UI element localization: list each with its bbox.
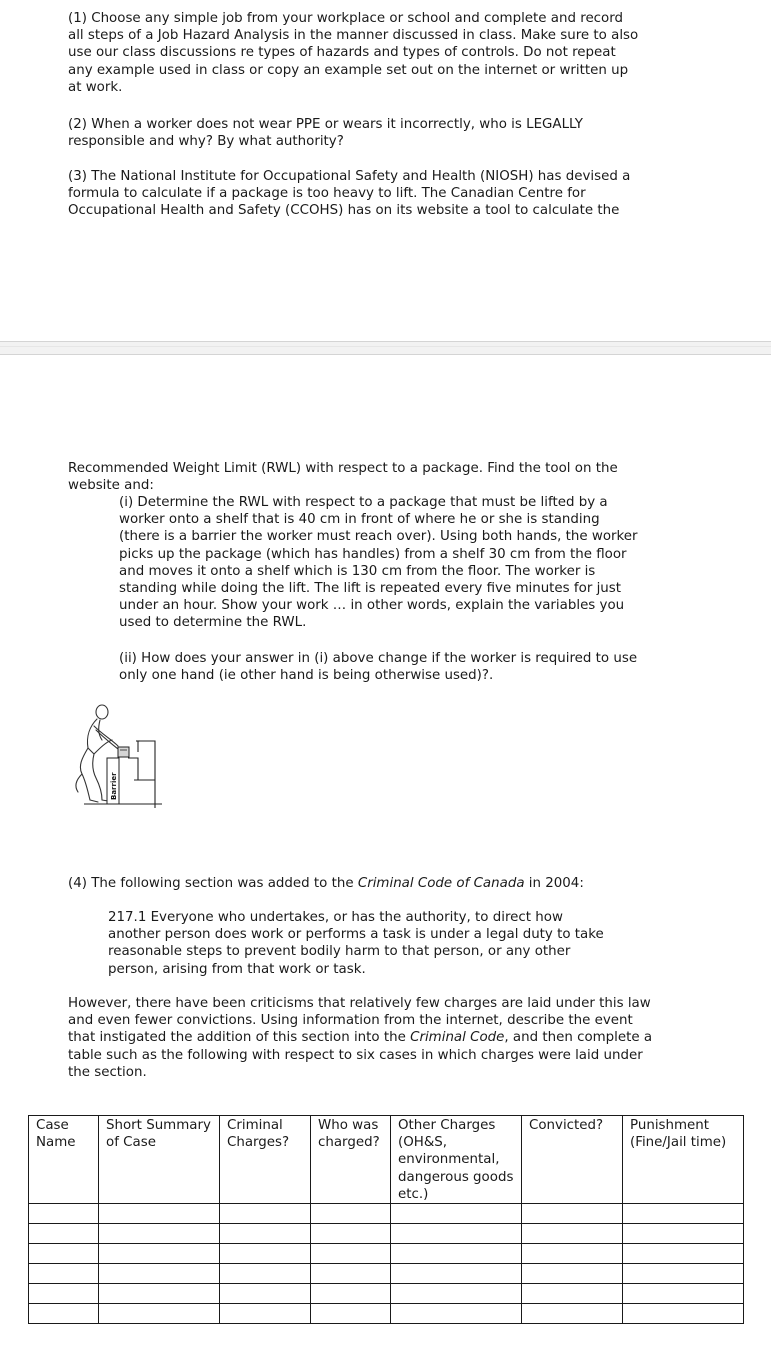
- q3-part-i-line: under an hour. Show your work … in other words, explain the variables you: [119, 598, 625, 614]
- q1-line: at work.: [68, 79, 123, 95]
- package-box: [118, 747, 129, 757]
- q2-line: responsible and why? By what authority?: [68, 134, 344, 150]
- table-cell[interactable]: [391, 1284, 522, 1304]
- quote-line: 217.1 Everyone who undertakes, or has the authority, to direct how: [108, 910, 563, 925]
- table-cell[interactable]: [391, 1204, 522, 1224]
- table-cell[interactable]: [522, 1264, 623, 1284]
- table-cell[interactable]: [623, 1264, 744, 1284]
- header-criminal-charges: Criminal Charges?: [220, 1116, 311, 1204]
- quote-line: another person does work or performs a task is under a legal duty to take: [108, 927, 604, 943]
- table-cell[interactable]: [522, 1224, 623, 1244]
- question-4-intro: [68, 875, 584, 892]
- table-cell[interactable]: [391, 1224, 522, 1244]
- q2-line: (2) When a worker does not wear PPE or wears it incorrectly, who is LEGALLY: [68, 117, 583, 132]
- q1-line: (1) Choose any simple job from your workplace or school and complete and record: [68, 11, 624, 26]
- q4-para-line: the section.: [68, 1064, 147, 1080]
- q3-part-i-line: worker onto a shelf that is 40 cm in front of where he or she is standing: [119, 512, 600, 528]
- table-cell[interactable]: [623, 1244, 744, 1264]
- criminal-code-quote: [108, 909, 604, 978]
- table-cell[interactable]: [99, 1264, 220, 1284]
- table-cell[interactable]: [29, 1244, 99, 1264]
- table-cell[interactable]: [311, 1264, 391, 1284]
- table-body: [29, 1204, 744, 1324]
- q4-para-line: and even fewer convictions. Using information from the internet, describe the event: [68, 1013, 633, 1029]
- q3-part-i-line: and moves it onto a shelf which is 130 cm from the floor. The worker is: [119, 563, 596, 579]
- table-cell[interactable]: [623, 1304, 744, 1324]
- table-cell[interactable]: [29, 1204, 99, 1224]
- table-cell[interactable]: [391, 1264, 522, 1284]
- table-cell[interactable]: [311, 1284, 391, 1304]
- table-cell[interactable]: [99, 1244, 220, 1264]
- lifting-figure-svg: [62, 700, 164, 808]
- q3-continued-line: website and:: [68, 478, 154, 494]
- q4-para-line-3: [68, 1029, 652, 1046]
- q4-para-line: table such as the following with respect to six cases in which charges were laid under: [68, 1047, 643, 1063]
- table-cell[interactable]: [623, 1224, 744, 1244]
- table-cell[interactable]: [29, 1304, 99, 1324]
- q3-line: formula to calculate if a package is too heavy to lift. The Canadian Centre for: [68, 186, 586, 202]
- table-cell[interactable]: [29, 1284, 99, 1304]
- header-punishment: Punishment (Fine/Jail time): [623, 1116, 744, 1204]
- q4-para-line: However, there have been criticisms that relatively few charges are laid under this law: [68, 996, 651, 1011]
- header-case-name: Case Name: [29, 1116, 99, 1204]
- lower-shelf: [128, 758, 138, 780]
- q3-part-ii-line: (ii) How does your answer in (i) above change if the worker is required to use: [119, 651, 638, 666]
- question-4-paragraph: [68, 995, 652, 1081]
- table-cell[interactable]: [29, 1224, 99, 1244]
- table-cell[interactable]: [220, 1244, 311, 1264]
- q4-para-text-end: , and then complete a: [504, 1030, 653, 1046]
- table-row: [29, 1204, 744, 1224]
- table-row: [29, 1264, 744, 1284]
- table-cell[interactable]: [522, 1244, 623, 1264]
- table-cell[interactable]: [220, 1264, 311, 1284]
- lifting-worker-illustration: [62, 700, 164, 808]
- table-cell[interactable]: [623, 1284, 744, 1304]
- q4-intro-text-end: in 2004:: [524, 876, 584, 891]
- table-row: [29, 1224, 744, 1244]
- table-cell[interactable]: [623, 1204, 744, 1224]
- table-cell[interactable]: [522, 1304, 623, 1324]
- table-header-row: [29, 1116, 744, 1204]
- quote-line: reasonable steps to prevent bodily harm to that person, or any other: [108, 944, 571, 960]
- q3-part-i-line: (there is a barrier the worker must reach over). Using both hands, the worker: [119, 529, 638, 545]
- table-cell[interactable]: [220, 1224, 311, 1244]
- q3-line: (3) The National Institute for Occupational Safety and Health (NIOSH) has devised a: [68, 169, 631, 184]
- table-cell[interactable]: [220, 1204, 311, 1224]
- header-other-charges: Other Charges (OH&S, environmental, dangerous goods etc.): [391, 1116, 522, 1204]
- barrier-label: Barrier: [110, 772, 118, 800]
- table-cell[interactable]: [311, 1304, 391, 1324]
- table-cell[interactable]: [522, 1284, 623, 1304]
- table-cell[interactable]: [220, 1284, 311, 1304]
- table-cell[interactable]: [311, 1224, 391, 1244]
- cases-table: [28, 1115, 744, 1324]
- question-3-part-i: [119, 494, 638, 632]
- table-cell[interactable]: [99, 1284, 220, 1304]
- q4-para-italic: Criminal Code: [410, 1030, 505, 1046]
- page-break: [0, 341, 771, 355]
- q3-part-i-line: standing while doing the lift. The lift is repeated every five minutes for just: [119, 581, 622, 597]
- q1-line: all steps of a Job Hazard Analysis in the manner discussed in class. Make sure to also: [68, 28, 639, 44]
- question-3: [68, 168, 630, 220]
- question-1: [68, 10, 638, 96]
- table-cell[interactable]: [220, 1304, 311, 1324]
- table-cell[interactable]: [522, 1204, 623, 1224]
- q4-intro-italic: Criminal Code of Canada: [357, 876, 525, 891]
- table-row: [29, 1244, 744, 1264]
- question-3-continued: [68, 460, 618, 494]
- q3-part-i-line: used to determine the RWL.: [119, 615, 307, 631]
- question-2: [68, 116, 583, 150]
- q1-line: use our class discussions re types of hazards and types of controls. Do not repeat: [68, 45, 616, 61]
- table-cell[interactable]: [99, 1304, 220, 1324]
- q3-line: Occupational Health and Safety (CCOHS) has on its website a tool to calculate the: [68, 203, 620, 219]
- table-cell[interactable]: [99, 1224, 220, 1244]
- table-cell[interactable]: [391, 1304, 522, 1324]
- upper-shelf: [140, 741, 155, 808]
- header-short-summary: Short Summary of Case: [99, 1116, 220, 1204]
- header-convicted: Convicted?: [522, 1116, 623, 1204]
- q4-intro-text: (4) The following section was added to the: [68, 876, 358, 891]
- quote-line: person, arising from that work or task.: [108, 961, 366, 977]
- table-row: [29, 1284, 744, 1304]
- q3-continued-line: Recommended Weight Limit (RWL) with respect to a package. Find the tool on the: [68, 461, 618, 476]
- table-cell[interactable]: [29, 1264, 99, 1284]
- q4-para-text: that instigated the addition of this section into the: [68, 1030, 411, 1046]
- q3-part-ii-line: only one hand (ie other hand is being otherwise used)?.: [119, 668, 494, 684]
- q3-part-i-line: (i) Determine the RWL with respect to a package that must be lifted by a: [119, 495, 608, 510]
- table-row: [29, 1304, 744, 1324]
- q1-line: any example used in class or copy an example set out on the internet or written up: [68, 62, 629, 78]
- table-cell[interactable]: [311, 1244, 391, 1264]
- question-3-part-ii: [119, 650, 637, 684]
- table-cell[interactable]: [99, 1204, 220, 1224]
- header-who-charged: Who was charged?: [311, 1116, 391, 1204]
- q3-part-i-line: picks up the package (which has handles) from a shelf 30 cm from the floor: [119, 546, 627, 562]
- table-cell[interactable]: [311, 1204, 391, 1224]
- worker-head: [96, 705, 108, 719]
- table-cell[interactable]: [391, 1244, 522, 1264]
